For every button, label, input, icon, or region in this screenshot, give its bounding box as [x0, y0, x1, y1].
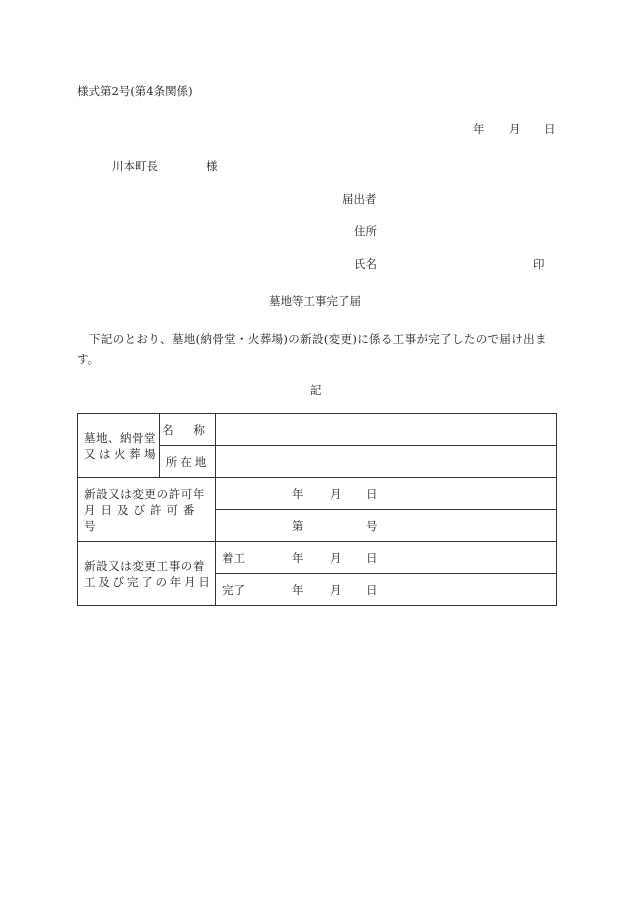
works-start-day: 日 [366, 551, 378, 565]
works-start-year: 年 [292, 551, 304, 565]
body-line-1: 下記のとおり、墓地(納骨堂・火葬場)の新設(変更)に係る工事が完了したので届け出ま [89, 332, 547, 346]
date-month: 月 [509, 122, 521, 136]
table-row [78, 478, 557, 510]
address-label: 住所 [354, 224, 377, 238]
date-year: 年 [473, 122, 485, 136]
document-title: 墓地等工事完了届 [269, 294, 361, 308]
permit-label-line2: 月日及び許可番号 [84, 502, 200, 533]
name-label: 氏名 [354, 257, 377, 271]
addressee-name: 川本町長 [112, 159, 158, 173]
permit-label-cell [78, 478, 216, 542]
permit-label-line1: 新設又は変更の許可年 [84, 486, 205, 501]
permit-number-prefix: 第 [292, 519, 304, 533]
seal-mark: 印 [533, 257, 545, 271]
facility-label-line1: 墓地、納骨堂 [84, 430, 156, 445]
works-start-field[interactable] [216, 542, 557, 574]
works-complete-month: 月 [330, 583, 342, 597]
works-label-cell [78, 542, 216, 606]
table-row [78, 414, 557, 446]
works-start-label: 着工 [222, 551, 245, 565]
works-label-line1: 新設又は変更工事の着 [84, 558, 205, 573]
works-label-line2: 工及び完了の年月日 [84, 574, 213, 589]
works-complete-year: 年 [292, 583, 304, 597]
works-complete-label: 完了 [222, 583, 245, 597]
ki-heading: 記 [310, 383, 322, 397]
permit-date-field[interactable] [216, 478, 557, 510]
permit-number-suffix: 号 [366, 519, 378, 533]
permit-month: 月 [330, 487, 342, 501]
facility-label-cell [78, 414, 160, 478]
facility-label-line2: 又は火葬場 [84, 446, 159, 461]
facility-location-field[interactable] [216, 446, 557, 478]
facility-name-field[interactable] [216, 414, 557, 446]
date-day: 日 [544, 122, 556, 136]
works-complete-day: 日 [366, 583, 378, 597]
table-row [78, 542, 557, 574]
applicant-label: 届出者 [342, 192, 377, 206]
addressee-honorific: 様 [206, 159, 218, 173]
location-label-cell: 所在地 [160, 446, 216, 478]
body-line-2: す。 [77, 352, 100, 366]
permit-day: 日 [366, 487, 378, 501]
works-complete-field[interactable] [216, 574, 557, 606]
name-label-cell: 名 称 [160, 414, 216, 446]
permit-number-field[interactable] [216, 510, 557, 542]
details-table [77, 413, 557, 606]
form-number: 様式第2号(第4条関係) [77, 84, 193, 98]
permit-year: 年 [292, 487, 304, 501]
works-start-month: 月 [330, 551, 342, 565]
